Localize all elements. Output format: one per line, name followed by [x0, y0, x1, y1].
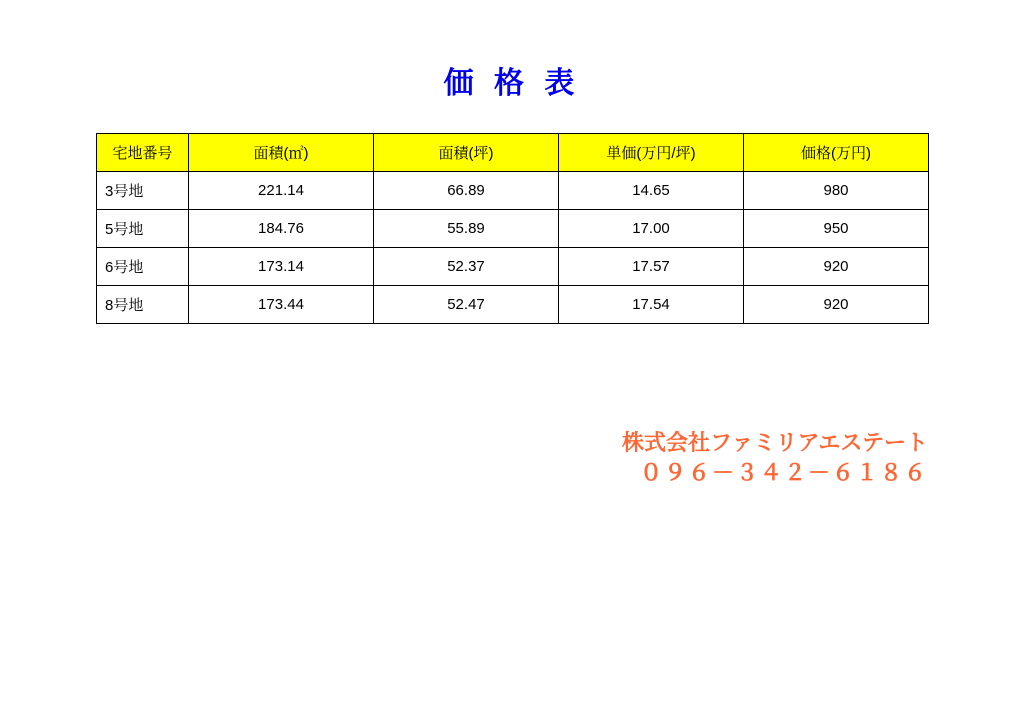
- table-row: [97, 248, 929, 286]
- cell-unit-price: 17.00: [559, 210, 744, 248]
- page-title: 価 格 表: [443, 67, 581, 100]
- cell-unit-price: 14.65: [559, 172, 744, 210]
- cell-area-sqm: 173.14: [189, 248, 374, 286]
- cell-area-sqm: 184.76: [189, 210, 374, 248]
- cell-area-sqm: 221.14: [189, 172, 374, 210]
- cell-area-sqm: 173.44: [189, 286, 374, 324]
- table-row: [97, 286, 929, 324]
- cell-price: 920: [744, 248, 929, 286]
- table-row: [97, 172, 929, 210]
- price-table-header: [97, 134, 929, 172]
- column-header-area-sqm: 面積(㎡): [189, 134, 374, 172]
- cell-lot-number: 8号地: [97, 286, 189, 324]
- cell-area-tsubo: 52.47: [374, 286, 559, 324]
- cell-area-tsubo: 66.89: [374, 172, 559, 210]
- cell-unit-price: 17.57: [559, 248, 744, 286]
- column-header-unit-price: 単価(万円/坪): [559, 134, 744, 172]
- column-header-lot-number: 宅地番号: [97, 134, 189, 172]
- cell-lot-number: 6号地: [97, 248, 189, 286]
- cell-area-tsubo: 52.37: [374, 248, 559, 286]
- cell-lot-number: 3号地: [97, 172, 189, 210]
- cell-price: 920: [744, 286, 929, 324]
- table-header-row: [97, 134, 929, 172]
- company-phone-number: ０９６－３４２－６１８６: [639, 460, 928, 485]
- cell-area-tsubo: 55.89: [374, 210, 559, 248]
- company-contact-block: [0, 428, 928, 488]
- column-header-area-tsubo: 面積(坪): [374, 134, 559, 172]
- company-name: 株式会社ファミリアエステート: [621, 430, 928, 455]
- cell-price: 980: [744, 172, 929, 210]
- table-row: [97, 210, 929, 248]
- cell-price: 950: [744, 210, 929, 248]
- price-table: [96, 133, 929, 324]
- cell-lot-number: 5号地: [97, 210, 189, 248]
- price-table-body: [97, 172, 929, 324]
- price-table-container: [96, 133, 928, 324]
- cell-unit-price: 17.54: [559, 286, 744, 324]
- column-header-price: 価格(万円): [744, 134, 929, 172]
